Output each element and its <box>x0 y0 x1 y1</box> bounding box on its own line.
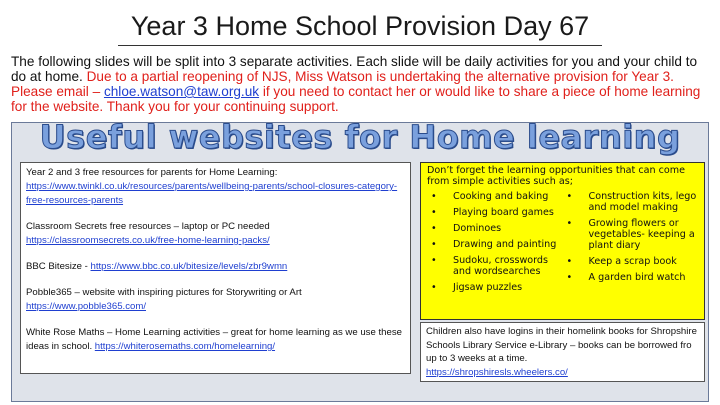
bbc-bitesize-link[interactable]: https://www.bbc.co.uk/bitesize/levels/zbr9wmn <box>90 261 288 272</box>
list-item: • Drawing and painting <box>427 239 563 250</box>
classroom-secrets-link[interactable]: https://classroomsecrets.co.uk/free-home-learning-packs/ <box>26 235 270 246</box>
bullet-icon: • <box>431 239 437 250</box>
email-link[interactable]: chloe.watson@taw.org.uk <box>103 84 260 99</box>
title-underline <box>118 45 602 46</box>
library-box <box>420 322 705 382</box>
list-item: • Playing board games <box>427 207 563 218</box>
website-item: BBC Bitesize - https://www.bbc.co.uk/bitesize/levels/zbr9wmn <box>26 261 288 272</box>
list-item: • A garden bird watch <box>563 272 699 283</box>
website-item: Pobble365 – website with inspiring pictures for Storywriting or Art https://www.pobble365.com/ <box>26 287 302 312</box>
activities-intro: Don’t forget the learning opportunities that can come from simple activities such as; <box>427 165 686 187</box>
activities-list-right <box>563 191 699 283</box>
intro-paragraph <box>11 54 711 114</box>
bullet-icon: • <box>431 255 437 266</box>
website-item: White Rose Maths – Home Learning activities – great for home learning as we use these ideas in school. https://whiterosemaths.com/homelearning/ <box>26 327 402 352</box>
bullet-icon: • <box>431 282 437 293</box>
library-link[interactable]: https://shropshiresls.wheelers.co/ <box>426 366 568 378</box>
intro-notice: Due to a partial reopening of NJS, Miss Watson is undertaking the alternative provision for Year 3. Please email – <box>11 69 674 99</box>
banner-heading: Useful websites for Home learning <box>39 118 681 156</box>
white-rose-maths-link[interactable]: https://whiterosemaths.com/homelearning/ <box>94 341 276 352</box>
bullet-icon: • <box>566 256 573 267</box>
bullet-icon: • <box>566 218 573 229</box>
website-item: Year 2 and 3 free resources for parents for Home Learning: https://www.twinkl.co.uk/resources/parents/wellbeing-parents/school-closures-category-free-resources-parents <box>26 167 398 206</box>
list-item: • Jigsaw puzzles <box>427 282 563 293</box>
activities-list-left <box>427 191 563 293</box>
website-item: Classroom Secrets free resources – laptop or PC needed https://classroomsecrets.co.uk/free-home-learning-packs/ <box>26 221 270 246</box>
activities-box <box>420 162 705 320</box>
bullet-icon: • <box>431 207 437 218</box>
bullet-icon: • <box>566 272 573 283</box>
list-item: • Growing flowers or vegetables- keeping a plant diary <box>563 218 699 251</box>
bullet-icon: • <box>566 191 573 202</box>
list-item: • Cooking and baking <box>427 191 563 202</box>
twinkl-link[interactable]: https://www.twinkl.co.uk/resources/parents/wellbeing-parents/school-closures-category-free-resources-parents <box>26 181 398 206</box>
intro-notice-end: if you need to contact her or would like to share a piece of home learning for the website. Thank you for your continuing support. <box>11 84 701 114</box>
list-item: • Construction kits, lego and model making <box>563 191 699 213</box>
bullet-icon: • <box>431 223 437 234</box>
bullet-icon: • <box>431 191 437 202</box>
list-item: • Keep a scrap book <box>563 256 699 267</box>
page-title: Year 3 Home School Provision Day 67 <box>130 11 590 41</box>
library-text: Children also have logins in their homelink books for Shropshire Schools Library Service e-Library – books can be borrowed fro up to 3 weeks at a time. <box>426 326 697 364</box>
websites-box <box>20 162 411 374</box>
list-item: • Dominoes <box>427 223 563 234</box>
intro-text: The following slides will be split into 3 separate activities. Each slide will be daily activities for you and your child to do at home. <box>11 54 698 84</box>
list-item: • Sudoku, crosswords and wordsearches <box>427 255 563 277</box>
pobble365-link[interactable]: https://www.pobble365.com/ <box>26 301 146 312</box>
